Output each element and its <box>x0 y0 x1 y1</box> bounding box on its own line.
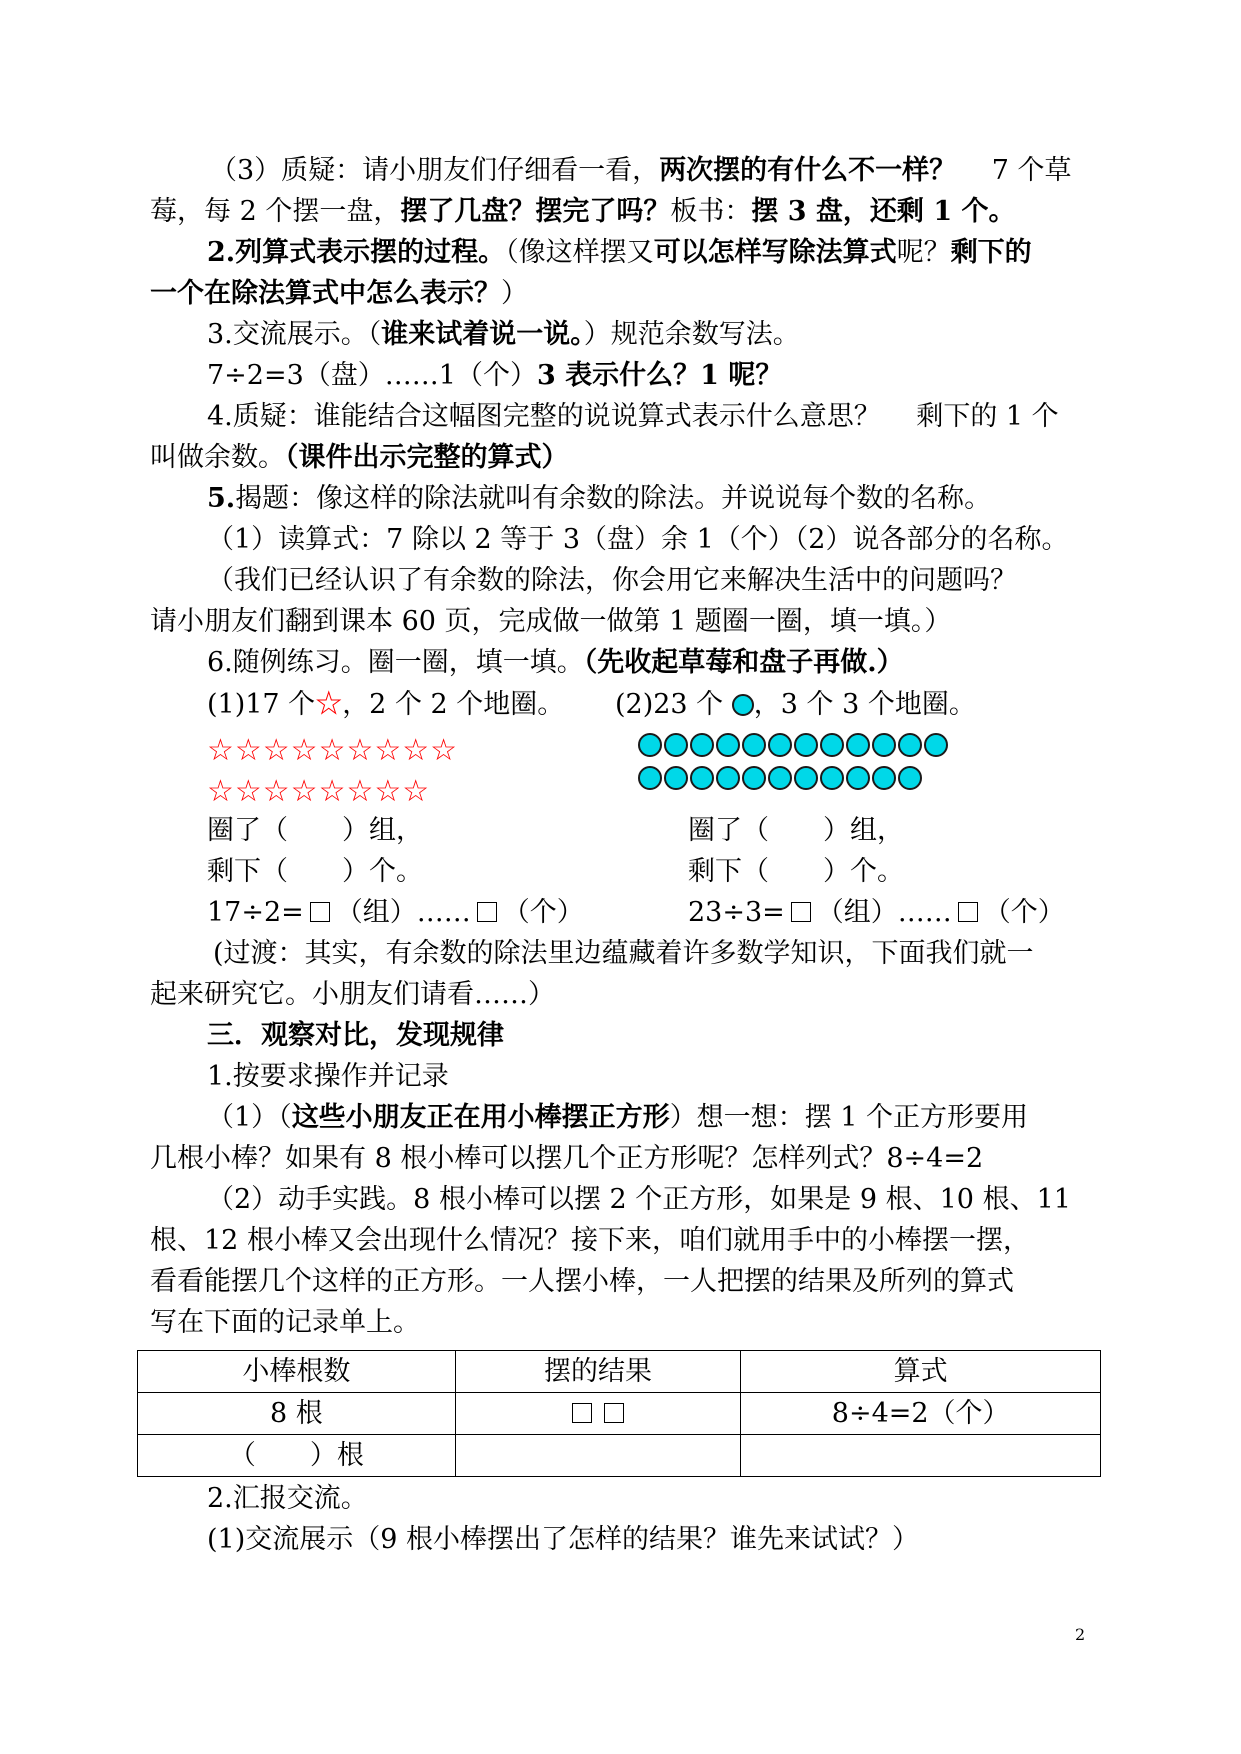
paragraph: (1)交流展示（9 根小棒摆出了怎样的结果？谁先来试试？） <box>207 1524 920 1555</box>
answer-box[interactable] <box>310 902 330 922</box>
exercise-1-formula <box>207 892 584 933</box>
bold-text: 5. <box>207 483 236 514</box>
circle-icon <box>732 694 754 716</box>
circle-icon <box>794 733 818 757</box>
paragraph <box>207 642 1147 683</box>
paragraph: 写在下面的记录单上。 <box>150 1307 420 1338</box>
text: 4.质疑：谁能结合这幅图完整的说说算式表示什么意思？ 剩下的 1 个 <box>207 401 1059 432</box>
bold-text: 摆了几盘？摆完了吗？ <box>400 196 671 227</box>
circle-icon <box>872 733 896 757</box>
bold-text: 2.列算式表示摆的过程。 <box>207 237 506 268</box>
text: ，2 个 2 个地圈。 <box>342 689 565 720</box>
text: 板书： <box>670 196 752 227</box>
paragraph <box>207 396 1147 437</box>
paragraph: (过渡：其实，有余数的除法里边蕴藏着许多数学知识，下面我们就一 <box>213 938 1034 969</box>
circle-icon <box>638 766 662 790</box>
text: 莓，每 2 个摆一盘， <box>150 196 401 227</box>
text: (1)17 个 <box>207 689 316 720</box>
bold-text: 谁来试着说一说。 <box>381 319 584 350</box>
table-header-row <box>138 1351 1101 1393</box>
text: （像这样摆又 <box>505 237 654 268</box>
circle-icon <box>820 766 844 790</box>
text: （1）读算式：7 除以 2 等于 3（盘）余 1（个）（2）说各部分的名称。 <box>207 524 1069 555</box>
circle-icon <box>690 733 714 757</box>
dot-row-2 <box>638 766 924 790</box>
text: (2)23 个 <box>615 689 724 720</box>
paragraph <box>150 601 1090 642</box>
circle-icon <box>898 766 922 790</box>
text: 请小朋友们翻到课本 60 页，完成做一做第 1 题圈一圈，填一填。） <box>150 606 952 637</box>
table-cell: 8 根 <box>138 1393 456 1435</box>
text: 7 个草 <box>991 155 1072 186</box>
paragraph <box>210 150 1150 191</box>
paragraph <box>207 478 1147 519</box>
exercise-2-formula <box>688 892 1065 933</box>
paragraph <box>150 437 1090 478</box>
dot-row-1 <box>638 733 950 757</box>
circle-icon <box>846 733 870 757</box>
text: ）规范余数写法。 <box>583 319 800 350</box>
paragraph: 几根小棒？如果有 8 根小棒可以摆几个正方形呢？怎样列式？8÷4=2 <box>150 1143 984 1174</box>
paragraph <box>150 273 1090 314</box>
paragraph <box>150 191 1090 232</box>
text: ）想一想：摆 1 个正方形要用 <box>669 1102 1029 1133</box>
exercise-2-fill-remainder: 剩下（ ）个。 <box>688 856 904 887</box>
text: 3.交流展示。（ <box>207 319 382 350</box>
text: 7÷2=3（盘）……1（个） <box>207 360 537 391</box>
bold-text: 3 表示什么？1 呢？ <box>536 360 783 391</box>
text: ） <box>501 278 528 309</box>
record-table <box>137 1350 1101 1477</box>
table-header: 算式 <box>741 1351 1101 1393</box>
text: （组）…… <box>816 897 952 928</box>
answer-box[interactable] <box>477 902 497 922</box>
paragraph: 根、12 根小棒又会出现什么情况？接下来，咱们就用手中的小棒摆一摆， <box>150 1225 1030 1256</box>
table-cell: 8÷4=2（个） <box>741 1393 1101 1435</box>
table-row <box>138 1435 1101 1477</box>
bold-text: 剩下的 <box>950 237 1032 268</box>
bold-text: 一个在除法算式中怎么表示？ <box>150 278 501 309</box>
circle-icon <box>794 766 818 790</box>
paragraph <box>207 314 1147 355</box>
text: 叫做余数。 <box>150 442 285 473</box>
table-row <box>138 1393 1101 1435</box>
text: 6.随例练习。圈一圈，填一填。 <box>207 647 584 678</box>
paragraph: 看看能摆几个这样的正方形。一人摆小棒，一人把摆的结果及所列的算式 <box>150 1266 1014 1297</box>
text: ，3 个 3 个地圈。 <box>753 689 976 720</box>
page-number: 2 <box>1075 1625 1086 1644</box>
answer-box[interactable] <box>958 902 978 922</box>
circle-icon <box>638 733 662 757</box>
paragraph <box>207 560 1147 601</box>
paragraph <box>207 232 1147 273</box>
circle-icon <box>898 733 922 757</box>
table-cell-squares <box>455 1393 741 1435</box>
circle-icon <box>716 766 740 790</box>
circle-icon <box>820 733 844 757</box>
circle-icon <box>846 766 870 790</box>
bold-text: 可以怎样写除法算式 <box>653 237 897 268</box>
circle-icon <box>716 733 740 757</box>
circle-icon <box>664 766 688 790</box>
table-cell[interactable]: （ ）根 <box>138 1435 456 1477</box>
paragraph <box>207 1097 1147 1138</box>
circle-icon <box>742 733 766 757</box>
paragraph: （2）动手实践。8 根小棒可以摆 2 个正方形，如果是 9 根、10 根、11 <box>207 1184 1071 1215</box>
circle-icon <box>742 766 766 790</box>
paragraph: 2.汇报交流。 <box>207 1483 368 1514</box>
text: （我们已经认识了有余数的除法，你会用它来解决生活中的问题吗？ <box>207 565 1017 596</box>
bold-text: 两次摆的有什么不一样？ <box>659 155 957 186</box>
square-icon <box>604 1403 624 1423</box>
paragraph <box>207 355 1147 396</box>
circle-icon <box>768 733 792 757</box>
table-cell[interactable] <box>741 1435 1101 1477</box>
paragraph: 起来研究它。小朋友们请看……） <box>150 979 555 1010</box>
text: （个） <box>983 897 1065 928</box>
text: （组）…… <box>335 897 471 928</box>
exercise-1-fill-groups: 圈了（ ）组， <box>207 815 423 846</box>
paragraph <box>207 519 1147 560</box>
table-cell[interactable] <box>455 1435 741 1477</box>
paragraph: 1.按要求操作并记录 <box>207 1061 449 1092</box>
exercise-2-title <box>615 684 976 725</box>
exercise-1-title <box>207 684 564 725</box>
bold-text: 这些小朋友正在用小棒摆正方形 <box>291 1102 670 1133</box>
bold-text: （课件出示完整的算式） <box>285 442 569 473</box>
star-row-2: ☆☆☆☆☆☆☆☆ <box>207 774 431 809</box>
circle-icon <box>664 733 688 757</box>
circle-icon <box>768 766 792 790</box>
section-heading: 三．观察对比，发现规律 <box>207 1020 504 1051</box>
circle-icon <box>872 766 896 790</box>
text: 呢？ <box>896 237 951 268</box>
text: （1）（ <box>207 1102 292 1133</box>
exercise-1-fill-remainder: 剩下（ ）个。 <box>207 856 423 887</box>
star-row-1: ☆☆☆☆☆☆☆☆☆ <box>207 733 459 768</box>
text: 17÷2= <box>207 897 304 928</box>
square-icon <box>572 1403 592 1423</box>
answer-box[interactable] <box>791 902 811 922</box>
table-header: 小棒根数 <box>138 1351 456 1393</box>
circle-icon <box>924 733 948 757</box>
exercise-2-fill-groups: 圈了（ ）组， <box>688 815 904 846</box>
text: （3）质疑：请小朋友们仔细看一看， <box>210 155 660 186</box>
text: 23÷3= <box>688 897 785 928</box>
text: 揭题：像这样的除法就叫有余数的除法。并说说每个数的名称。 <box>235 483 992 514</box>
bold-text: 摆 3 盘，还剩 1 个。 <box>751 196 1016 227</box>
star-icon: ☆ <box>315 689 343 720</box>
text: （个） <box>502 897 584 928</box>
table-header: 摆的结果 <box>455 1351 741 1393</box>
bold-text: （先收起草莓和盘子再做.） <box>583 647 904 678</box>
circle-icon <box>690 766 714 790</box>
